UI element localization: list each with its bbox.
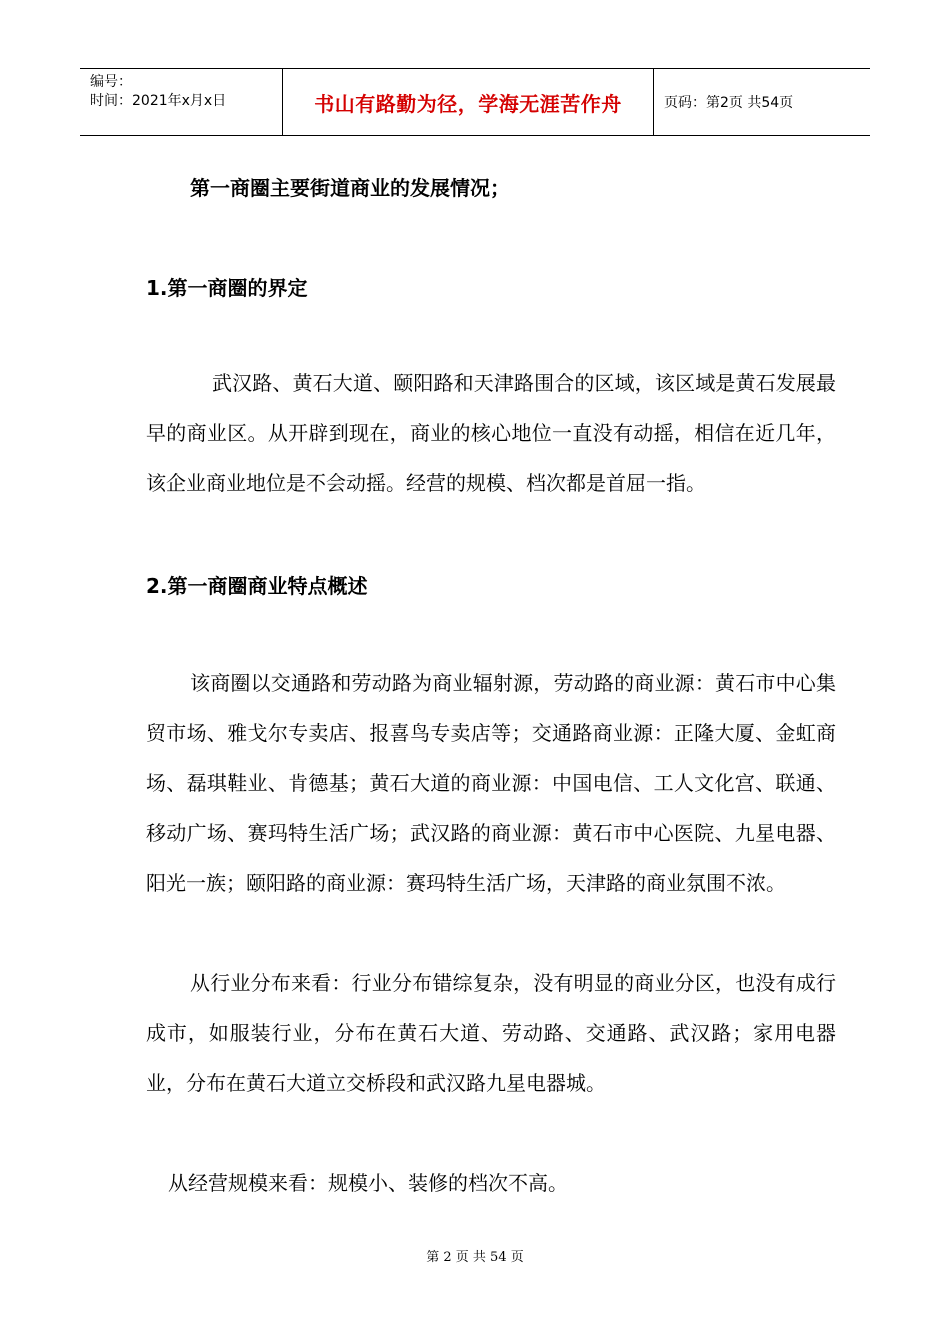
section-1-paragraph-1: 武汉路、黄石大道、颐阳路和天津路围合的区域，该区域是黄石发展最早的商业区。从开辟到现在，商业的核心地位一直没有动摇，相信在近几年，该企业商业地位是不会动摇。经营的规模、档次都是首屈一指。 <box>146 371 836 495</box>
section-2-paragraph-3: 从经营规模来看：规模小、装修的档次不高。 <box>168 1171 568 1195</box>
doc-title: 第一商圈主要街道商业的发展情况； <box>190 176 510 200</box>
header-table <box>80 68 870 136</box>
header-page-info: 页码：第2页 共54页 <box>664 95 794 111</box>
section-2-heading: 2.第一商圈商业特点概述 <box>146 574 368 598</box>
time-label: 时间：2021年x月x日 <box>90 93 227 109</box>
section-1-heading: 1.第一商圈的界定 <box>146 276 308 300</box>
section-2-paragraph-2: 从行业分布来看：行业分布错综复杂，没有明显的商业分区，也没有成行成市，如服装行业，分布在黄石大道、劳动路、交通路、武汉路；家用电器业，分布在黄石大道立交桥段和武汉路九星电器城。 <box>146 971 836 1095</box>
section-2-paragraph-1: 该商圈以交通路和劳动路为商业辐射源，劳动路的商业源：黄石市中心集贸市场、雅戈尔专卖店、报喜鸟专卖店等；交通路商业源：正隆大厦、金虹商场、磊琪鞋业、肯德基；黄石大道的商业源：中国电信、工人文化宫、联通、移动广场、赛玛特生活广场；武汉路的商业源：黄石市中心医院、九星电器、阳光一族；颐阳路的商业源：赛玛特生活广场，天津路的商业氛围不浓。 <box>146 671 836 895</box>
header-motto: 书山有路勤为径，学海无涯苦作舟 <box>282 69 654 135</box>
header-meta <box>80 69 282 135</box>
number-label: 编号： <box>90 74 132 90</box>
page-footer: 第 2 页 共 54 页 <box>426 1250 524 1265</box>
